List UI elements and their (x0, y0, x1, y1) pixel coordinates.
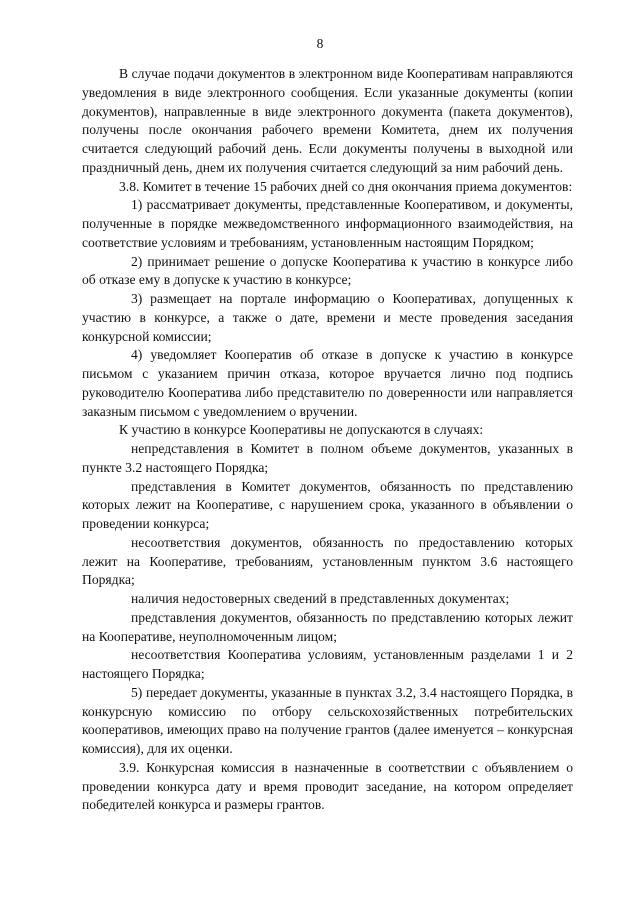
list-item-4: 4) уведомляет Кооператив об отказе в допуске к участию в конкурсе письмом с указанием причин отказа, которое вручается лично под подпись руководителю Кооператива либо представителю по доверенности или направляется заказным письмом с уведомлением о вручении. (82, 347, 573, 419)
list-item-5: 5) передает документы, указанные в пунктах 3.2, 3.4 настоящего Порядка, в конкурсную комиссию по отбору сельскохозяйственных потребительских кооперативов, имеющих право на получение грантов (далее именуется – конкурсная комиссия), для их оценки. (82, 684, 573, 756)
paragraph-3-9: 3.9. Конкурсная комиссия в назначенные в соответствии с объявлением о проведении конкурса дату и время проводит заседание, на котором определяет победителей конкурса и размеры грантов. (82, 759, 573, 813)
document-body (82, 65, 573, 815)
paragraph-3-8: 3.8. Комитет в течение 15 рабочих дней со дня окончания приема документов: (119, 178, 573, 194)
rejection-case-false-info: наличия недостоверных сведений в представленных документах; (131, 591, 510, 606)
rejection-case-late: представления в Комитет документов, обязанность по представлению которых лежит на Кооперативе, с нарушением срока, указанного в объявлении о проведении конкурса; (82, 478, 573, 531)
paragraph-rejection-cases: К участию в конкурсе Кооперативы не допускаются в случаях: (119, 422, 484, 438)
rejection-case-nonconforming: несоответствия документов, обязанность по предоставлению которых лежит на Кооперативе, требованиям, установленным пунктом 3.6 настоящего Порядка; (82, 534, 573, 588)
rejection-case-incomplete: непредставления в Комитет в полном объеме документов, указанных в пункте 3.2 настоящего Порядка; (82, 441, 573, 475)
paragraph-electronic-submission: В случае подачи документов в электронном виде Кооперативам направляются уведомления в виде электронного сообщения. Если указанные документы (копии документов), направленные в виде электронного документа (пакета документов), получены после окончания рабочего времени Комитета, днем их получения считается следующий рабочий день. Если документы получены в выходной или праздничный день, днем их получения считается следующий за ним рабочий день. (82, 66, 573, 175)
list-item-1: 1) рассматривает документы, представленные Кооперативом, и документы, полученные в порядке межведомственного информационного взаимодействия, на соответствие условиям и требованиям, установленным настоящим Порядком; (82, 197, 573, 250)
rejection-case-conditions: несоответствия Кооператива условиям, установленным разделами 1 и 2 настоящего Порядка; (82, 647, 573, 681)
rejection-case-unauthorized: представления документов, обязанность по представлению которых лежит на Кооперативе, неуполномоченным лицом; (82, 609, 573, 644)
page-number: 8 (316, 36, 324, 51)
list-item-3: 3) размещает на портале информацию о Кооперативах, допущенных к участию в конкурсе, а также о дате, времени и месте проведения заседания конкурсной комиссии; (82, 291, 573, 344)
list-item-2: 2) принимает решение о допуске Кооператива к участию в конкурсе либо об отказе ему в допуске к участию в конкурсе; (82, 253, 573, 288)
